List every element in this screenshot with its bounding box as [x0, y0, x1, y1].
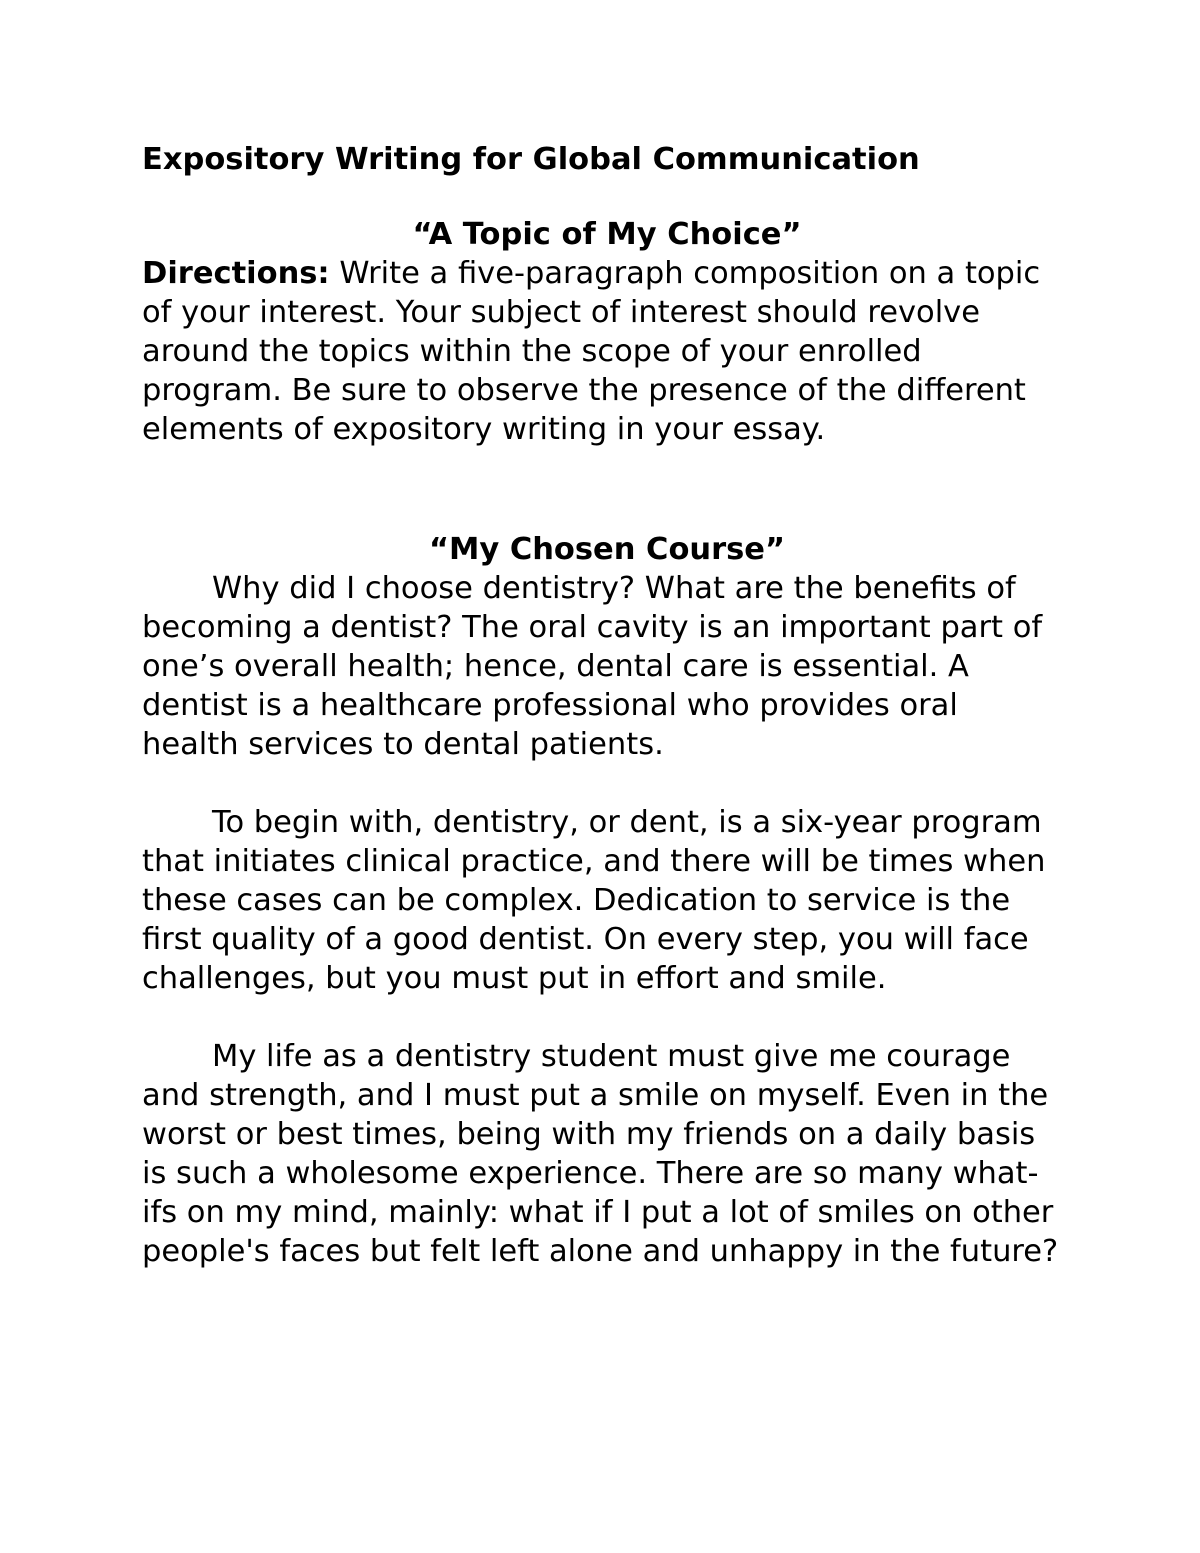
essay-paragraph-1: Why did I choose dentistry? What are the benefits of becoming a dentist? The oral cavity is an important part of one’s overall health; hence, dental care is essential. A dentist is a healthcare professional who provides oral health services to dental patients.: [142, 571, 1043, 762]
directions-paragraph: [142, 254, 1062, 449]
directions-text: Write a five-paragraph composition on a topic of your interest. Your subject of interest should revolve around the topics within the scope of your enrolled program. Be sure to observe the presence of the different elements of expository writing in your essay.: [142, 256, 1041, 447]
directions-label: Directions:: [142, 256, 330, 291]
essay-title: “My Chosen Course”: [428, 532, 786, 567]
assignment-heading: “A Topic of My Choice”: [412, 217, 802, 252]
essay-paragraph-3: My life as a dentistry student must give me courage and strength, and I must put a smile on myself. Even in the worst or best times, being with my friends on a daily basis is such a wholesome experience. There are so many what-ifs on my mind, mainly: what if I put a lot of smiles on other people's faces but felt left alone and unhappy in the future?: [142, 1039, 1059, 1269]
document-page: [142, 136, 1062, 1271]
document-title: Expository Writing for Global Communication: [142, 142, 920, 177]
essay-paragraph-2: To begin with, dentistry, or dent, is a six-year program that initiates clinical practice, and there will be times when these cases can be complex. Dedication to service is the first quality of a good dentist. On every step, you will face challenges, but you must put in effort and smile.: [142, 805, 1046, 996]
